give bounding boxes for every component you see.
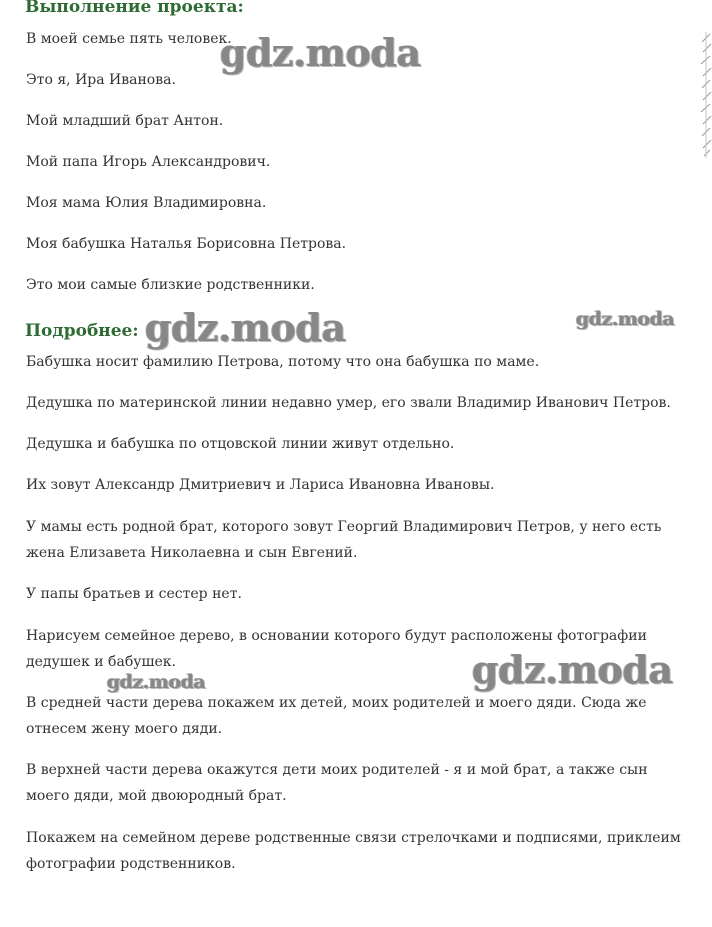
- paragraph: Это я, Ира Иванова.: [26, 72, 176, 88]
- paragraph: В моей семье пять человек.: [26, 31, 232, 47]
- watermark-logo: gdz.moda: [220, 30, 421, 75]
- edge-scribble-decoration: [700, 30, 712, 160]
- paragraph: Покажем на семейном дереве родственные связи стрелочками и подписями, приклеим фотографии родственников.: [26, 830, 681, 872]
- paragraph: Их зовут Александр Дмитриевич и Лариса Ивановна Ивановы.: [26, 477, 495, 493]
- paragraph: Мой младший брат Антон.: [26, 113, 224, 129]
- watermark-logo: gdz.moda: [145, 305, 346, 350]
- watermark-logo: gdz.moda: [576, 308, 675, 330]
- section-heading-project: Выполнение проекта:: [25, 0, 244, 17]
- paragraph: Дедушка по материнской линии недавно умер, его звали Владимир Иванович Петров.: [26, 395, 671, 411]
- paragraph: Нарисуем семейное дерево, в основании которого будут расположены фотографии дедушек и бабушек.: [26, 628, 647, 670]
- section-heading-details: Подробнее:: [25, 321, 139, 341]
- paragraph: У папы братьев и сестер нет.: [26, 586, 242, 602]
- paragraph: Моя бабушка Наталья Борисовна Петрова.: [26, 236, 347, 252]
- paragraph: В средней части дерева покажем их детей, моих родителей и моего дяди. Сюда же отнесем жену моего дяди.: [26, 695, 647, 737]
- paragraph: Это мои самые близкие родственники.: [26, 277, 315, 293]
- watermark-logo: gdz.moda: [472, 647, 673, 692]
- paragraph: Дедушка и бабушка по отцовской линии живут отдельно.: [26, 436, 455, 452]
- watermark-logo: gdz.moda: [107, 671, 206, 693]
- paragraph: В верхней части дерева окажутся дети моих родителей - я и мой брат, а также сын моего дяди, мой двоюродный брат.: [26, 762, 648, 804]
- paragraph: Мой папа Игорь Александрович.: [26, 154, 271, 170]
- paragraph: У мамы есть родной брат, которого зовут Георгий Владимирович Петров, у него есть жена Елизавета Николаевна и сын Евгений.: [26, 519, 662, 561]
- paragraph: Бабушка носит фамилию Петрова, потому что она бабушка по маме.: [26, 354, 540, 370]
- paragraph: Моя мама Юлия Владимировна.: [26, 195, 267, 211]
